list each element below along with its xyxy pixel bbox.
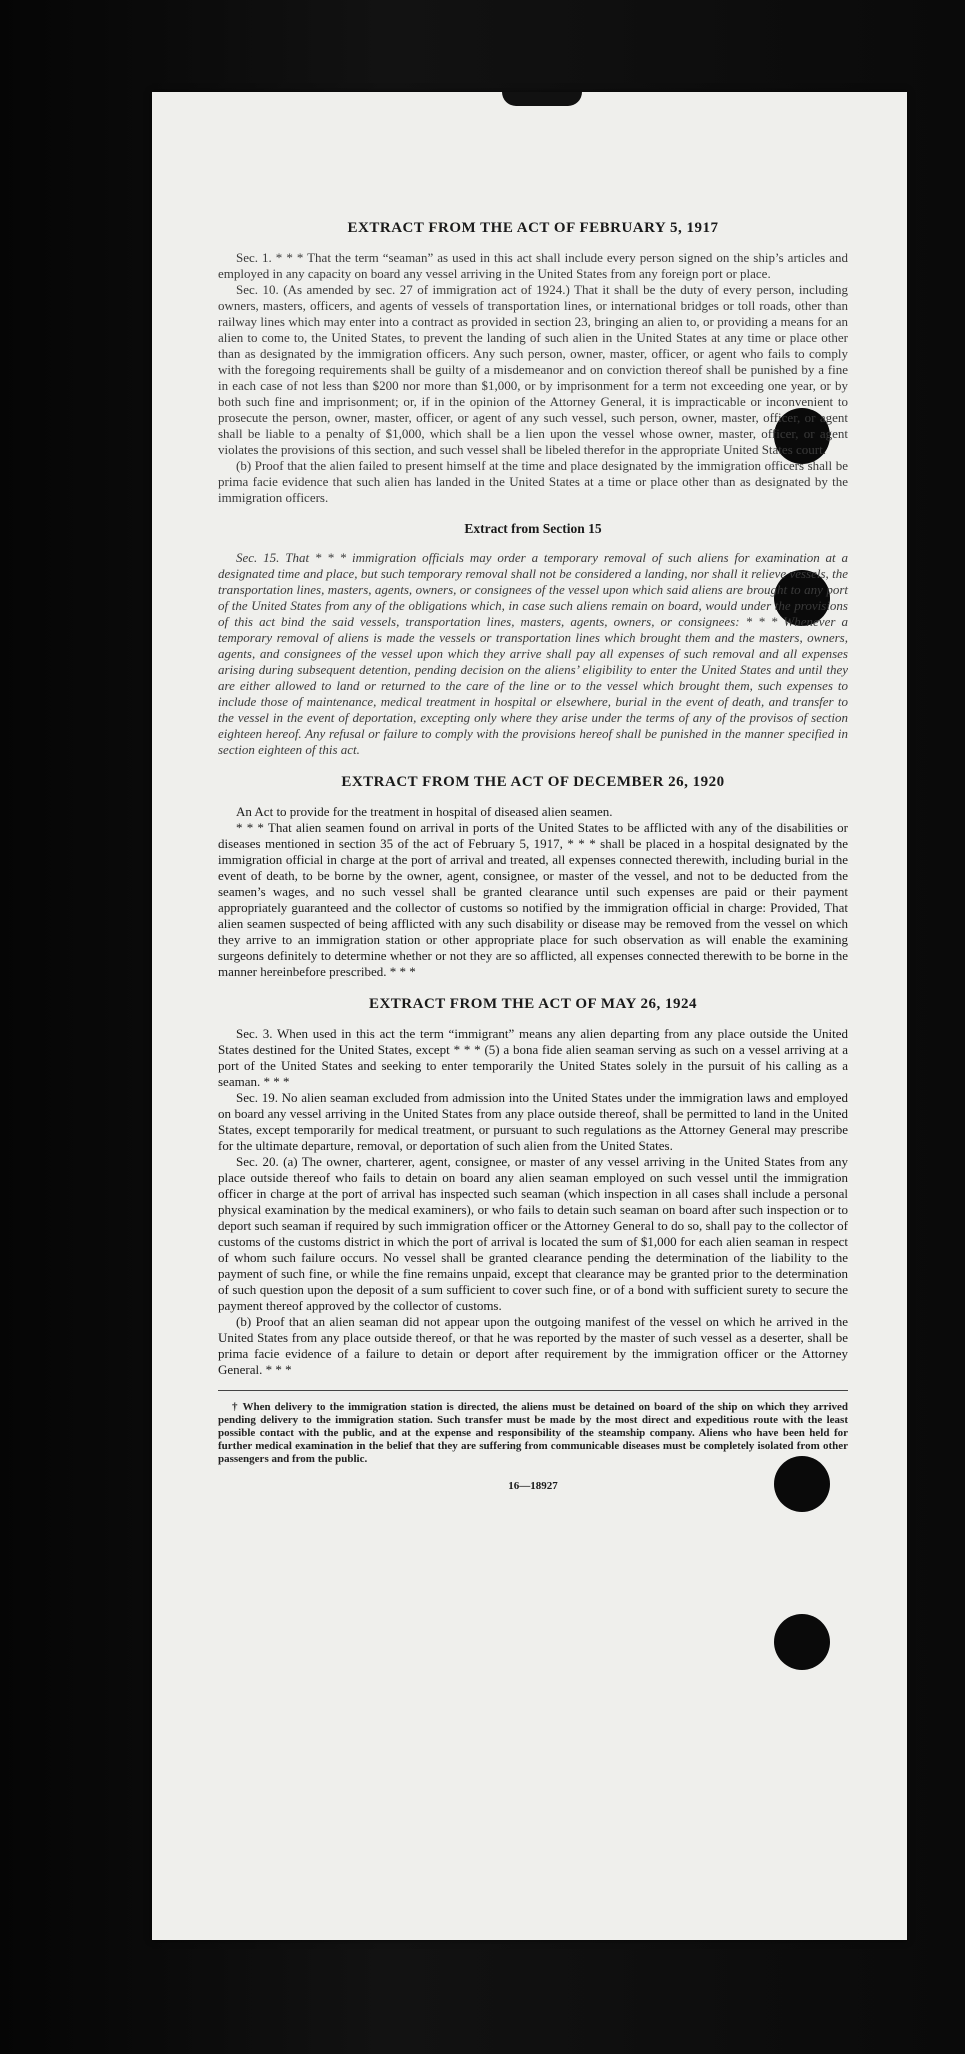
heading-act-1917: EXTRACT FROM THE ACT OF FEBRUARY 5, 1917 [347, 220, 719, 236]
section-3-text: Sec. 3. When used in this act the term “immigrant” means any alien departing from any place outside the United States destined for the United States, except * * * (5) a bona fide alien seaman serving as such on a vessel arriving at a port of the United States and seeking to enter temporarily the United States solely in the pursuit of his calling as a seaman. * * * [218, 1026, 848, 1089]
act-1920-text: * * * That alien seamen found on arrival in ports of the United States to be afflicted with any of the disabilities or diseases mentioned in section 35 of the act of February 5, 1917, * * * shall be placed in a hospital designated by the immigration official in charge at the port of arrival and treated, all expenses connected therewith, including burial in the event of death, to be borne by the owner, agent, consignee, or master of the vessel, and not to be deducted from the seamen’s wages, and no such vessel shall be granted clearance until such expenses are paid or their payment appropriately guaranteed and the collector of customs so notified by the immigration official in charge: Provided, That alien seamen suspected of being afflicted with any such disability or disease may be removed from the vessel on which they arrive to an immigration station or other appropriate place for such observation as will enable the examining surgeons definitely to determine whether or not they are so afflicted, all expenses connected therewith to be borne in the manner hereinbefore prescribed. * * * [218, 820, 848, 979]
section-20b-text: (b) Proof that an alien seaman did not appear upon the outgoing manifest of the vessel on which he arrived in the United States from any place outside thereof, or that he was reported by the master of such vessel as a deserter, shall be prima facie evidence of a failure to detain or deport after requirement by the immigration officer or the Attorney General. * * * [218, 1314, 848, 1377]
section-20a-text: Sec. 20. (a) The owner, charterer, agent, consignee, or master of any vessel arriving in the United States from any place outside thereof who fails to detain on board any alien seaman employed on such vessel until the immigration officer in charge at the port of arrival has inspected such seaman (which inspection in all cases shall include a personal physical examination by the medical examiners), or who fails to detain such seaman on board after such inspection or to deport such seaman if required by such immigration officer or the Attorney General to do so, shall pay to the collector of customs of the customs district in which the port of arrival is located the sum of $1,000 for each alien seaman in respect of whom such failure occurs. No vessel shall be granted clearance pending the determination of the liability to the payment of such fine, or while the fine remains unpaid, except that clearance may be granted prior to the determination of such question upon the deposit of a sum sufficient to cover such fine, or of a bond with sufficient surety to secure the payment thereof approved by the collector of customs. [218, 1154, 848, 1313]
heading-act-1920: EXTRACT FROM THE ACT OF DECEMBER 26, 1920 [341, 774, 725, 790]
form-number: 16—18927 [508, 1480, 558, 1492]
act-1920-title: An Act to provide for the treatment in hospital of diseased alien seamen. [236, 804, 613, 819]
section-10b-text: (b) Proof that the alien failed to present himself at the time and place designated by the immigration officers shall be prima facie evidence that such alien has landed in the United States at a time or place other than as designated by the immigration officers. [218, 458, 848, 505]
punch-hole [774, 1614, 830, 1670]
document-page [152, 92, 907, 1940]
footnote-text: † When delivery to the immigration station is directed, the aliens must be detained on board of the ship on which they arrived pending delivery to the immigration station. Such transfer must be made by the most direct and expeditious route with the least possible contact with the public, and at the expense and responsibility of the steamship company. Aliens who have been held for further medical examination in the belief that they are suffering from communicable diseases must be completely isolated from other passengers and from the public. [218, 1401, 848, 1465]
footnote-divider [218, 1390, 848, 1391]
section-1-text: Sec. 1. * * * That the term “seaman” as used in this act shall include every person signed on the ship’s articles and employed in any capacity on board any vessel arriving in the United States from any foreign port or place. [218, 250, 848, 281]
heading-act-1924: EXTRACT FROM THE ACT OF MAY 26, 1924 [368, 996, 698, 1012]
section-10-text: Sec. 10. (As amended by sec. 27 of immigration act of 1924.) That it shall be the duty of every person, including owners, masters, officers, and agents of vessels of transportation lines, or international bridges or toll roads, other than railway lines which may enter into a contract as provided in section 23, bringing an alien to, or providing a means for an alien to come to, the United States, to prevent the landing of such alien in the United States at any time or place other than as designated by the immigration officers. Any such person, owner, master, officer, or agent who fails to comply with the foregoing requirements shall be guilty of a misdemeanor and on conviction thereof shall be punished by a fine in each case of not less than $200 nor more than $1,000, or by imprisonment for a term not exceeding one year, or by both such fine and imprisonment; or, if in the opinion of the Attorney General, it is impracticable or inconvenient to prosecute the person, owner, master, officer, or agent of any such vessel, such person, owner, master, officer, or agent shall be liable to a penalty of $1,000, which shall be a lien upon the vessel whose owner, master, officer, or agent violates the provisions of this section, and such vessel shall be libeled therefor in the appropriate United States court. [218, 282, 848, 457]
section-19-text: Sec. 19. No alien seaman excluded from admission into the United States under the immigration laws and employed on board any vessel arriving in the United States from any place outside thereof, shall be permitted to land in the United States, except temporarily for medical treatment, or pursuant to such regulations as the Attorney General may prescribe for the ultimate departure, removal, or deportation of such alien from the United States. [218, 1090, 848, 1153]
clip-mark [502, 92, 582, 106]
document-content [218, 218, 848, 1492]
section-15-text: Sec. 15. That * * * immigration officials may order a temporary removal of such aliens for examination at a designated time and place, but such temporary removal shall not be considered a landing, nor shall it relieve vessels, the transportation lines, masters, agents, owners, or consignees of the vessel upon which said aliens are brought to any port of the United States from any of the obligations which, in case such aliens remain on board, would under the provisions of this act bind the said vessels, transportation lines, masters, agents, owners, or consignees: * * * Whenever a temporary removal of aliens is made the vessels or transportation lines which brought them and the masters, owners, agents, and consignees of the vessel upon which they arrive shall pay all expenses of such removal and all expenses arising during subsequent detention, pending decision on the aliens’ eligibility to enter the United States and until they are either allowed to land or returned to the care of the line or to the vessel which brought them, such expenses to include those of maintenance, medical treatment in hospital or elsewhere, burial in the event of death, and transfer to the vessel in the event of deportation, excepting only where they arise under the terms of any of the provisos of section eighteen hereof. Any refusal or failure to comply with the provisions hereof shall be punished in the manner specified in section eighteen of this act. [218, 550, 848, 757]
heading-section-15: Extract from Section 15 [464, 521, 602, 536]
